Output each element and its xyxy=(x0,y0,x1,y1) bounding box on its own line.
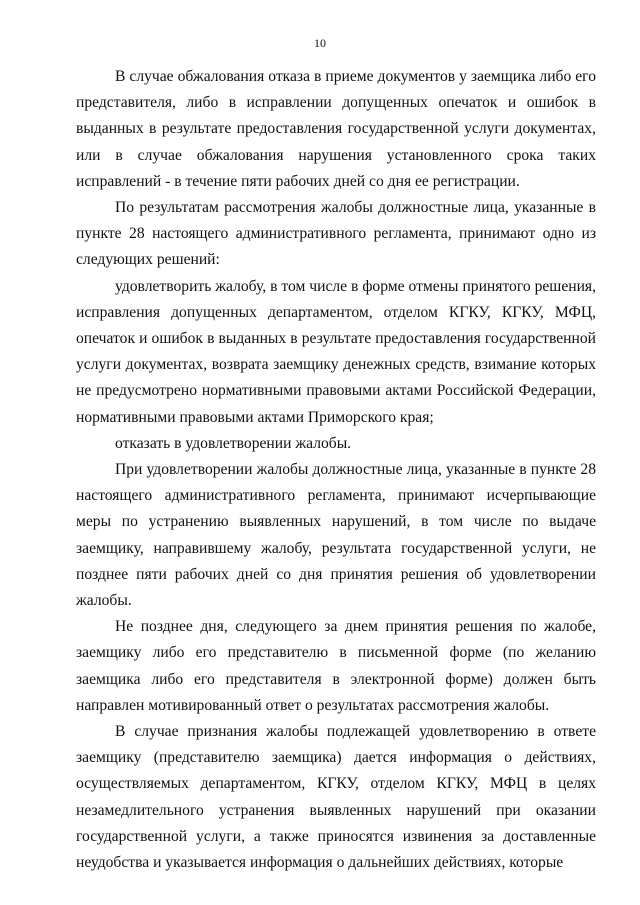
document-body xyxy=(76,64,596,876)
paragraph-deny-complaint: отказать в удовлетворении жалобы. xyxy=(115,434,352,452)
page-number: 10 xyxy=(314,36,326,50)
paragraph-satisfy-complaint: удовлетворить жалобу, в том числе в форме отмены принятого решения, исправления допущенных департаментом, отделом КГКУ, КГКУ, МФЦ, опечаток и ошибок в выданных в результате предоставления государственной услуги документах, возврата заемщику денежных средств, взимание которых не предусмотрено нормативными правовыми актами Российской Федерации, нормативными правовыми актами Приморского края; xyxy=(76,277,596,426)
paragraph-reasoned-reply: Не позднее дня, следующего за днем принятия решения по жалобе, заемщику либо его представителю в письменной форме (по желанию заемщика либо его представителя в электронной форме) должен быть направлен мотивированный ответ о результатах рассмотрения жалобы. xyxy=(76,618,596,714)
paragraph-appeal-refusal: В случае обжалования отказа в приеме документов у заемщика либо его представителя, либо в исправлении допущенных опечаток и ошибок в выданных в результате предоставления государственной услуги документах, или в случае обжалования нарушения установленного срока таких исправлений - в течение пяти рабочих дней со дня ее регистрации. xyxy=(76,68,596,190)
paragraph-review-results: По результатам рассмотрения жалобы должностные лица, указанные в пункте 28 настоящего административного регламента, принимают одно из следующих решений: xyxy=(76,199,596,269)
paragraph-measures-on-satisfaction: При удовлетворении жалобы должностные лица, указанные в пункте 28 настоящего административного регламента, принимают исчерпывающие меры по устранению выявленных нарушений, в том числе по выдаче заемщику, направившему жалобу, результата государственной услуги, не позднее пяти рабочих дней со дня принятия решения об удовлетворении жалобы. xyxy=(76,461,596,610)
paragraph-reply-information: В случае признания жалобы подлежащей удовлетворению в ответе заемщику (представителю заемщика) дается информация о действиях, осуществляемых департаментом, КГКУ, отделом КГКУ, МФЦ в целях незамедлительного устранения выявленных нарушений при оказании государственной услуги, а также приносятся извинения за доставленные неудобства и указывается информация о дальнейших действиях, которые xyxy=(76,723,596,872)
